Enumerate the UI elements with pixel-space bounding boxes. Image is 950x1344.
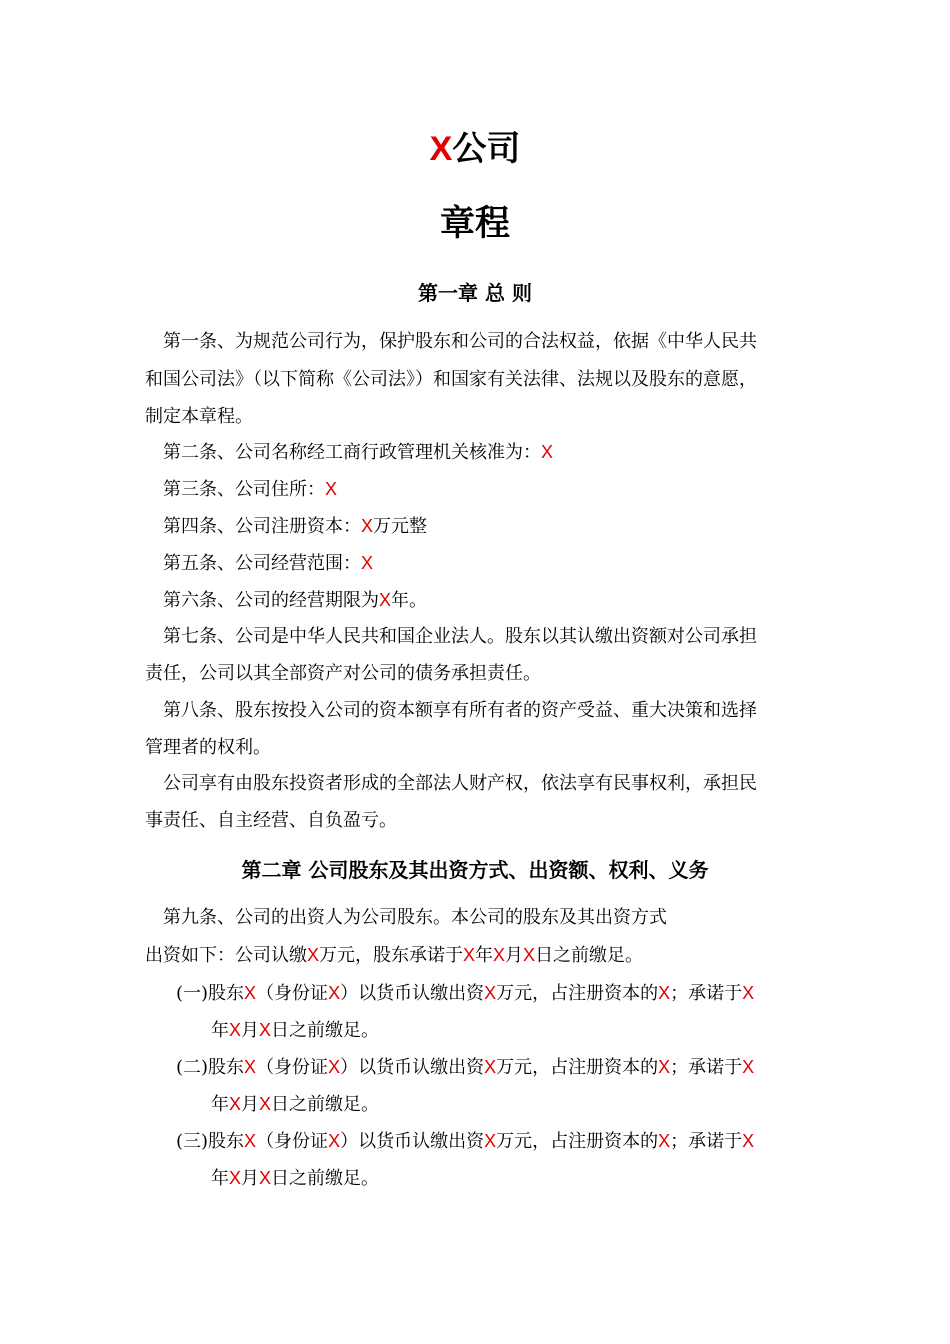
shareholder-item-1-line-2: 年X月X日之前缴足。 (211, 1020, 380, 1041)
company-name-placeholder: X (429, 130, 453, 168)
article-8-line-1: 第八条、股东按投入公司的资本额享有所有者的资产受益、重大决策和选择 (163, 700, 757, 721)
chapter-2-heading: 第二章 公司股东及其出资方式、出资额、权利、义务 (241, 858, 709, 882)
shareholder-item-2: (二)股东X（身份证X）以货币认缴出资X万元，占注册资本的X；承诺于X (176, 1057, 755, 1078)
article-8-line-2: 管理者的权利。 (145, 737, 271, 758)
document-subtitle: 章程 (439, 204, 510, 244)
paragraph-line-1: 公司享有由股东投资者形成的全部法人财产权，依法享有民事权利，承担民 (163, 773, 757, 794)
article-6: 第六条、公司的经营期限为X年。 (163, 590, 428, 611)
article-7-line-1: 第七条、公司是中华人民共和国企业法人。股东以其认缴出资额对公司承担 (163, 626, 757, 647)
article-3: 第三条、公司住所：X (163, 479, 338, 500)
chapter-1-heading: 第一章 总 则 (418, 281, 532, 305)
article-9-line-1: 第九条、公司的出资人为公司股东。本公司的股东及其出资方式 (163, 907, 667, 928)
shareholder-item-2-line-2: 年X月X日之前缴足。 (211, 1094, 380, 1115)
article-4: 第四条、公司注册资本：X万元整 (163, 516, 428, 537)
article-7-line-2: 责任，公司以其全部资产对公司的债务承担责任。 (145, 663, 541, 684)
article-2: 第二条、公司名称经工商行政管理机关核准为：X (163, 442, 554, 463)
article-1-line-2: 和国公司法》（以下简称《公司法》）和国家有关法律、法规以及股东的意愿， (145, 369, 757, 390)
article-5: 第五条、公司经营范围：X (163, 553, 374, 574)
shareholder-item-3-line-2: 年X月X日之前缴足。 (211, 1168, 380, 1189)
article-9-line-2: 出资如下：公司认缴X万元，股东承诺于X年X月X日之前缴足。 (145, 945, 644, 966)
article-1-line-3: 制定本章程。 (145, 406, 253, 427)
paragraph-line-2: 事责任、自主经营、自负盈亏。 (145, 810, 397, 831)
shareholder-item-3: (三)股东X（身份证X）以货币认缴出资X万元，占注册资本的X；承诺于X (176, 1131, 755, 1152)
shareholder-item-1: (一)股东X（身份证X）以货币认缴出资X万元，占注册资本的X；承诺于X (176, 983, 755, 1004)
article-1-line-1: 第一条、为规范公司行为，保护股东和公司的合法权益，依据《中华人民共 (163, 331, 757, 352)
company-title: X公司 (429, 129, 521, 169)
